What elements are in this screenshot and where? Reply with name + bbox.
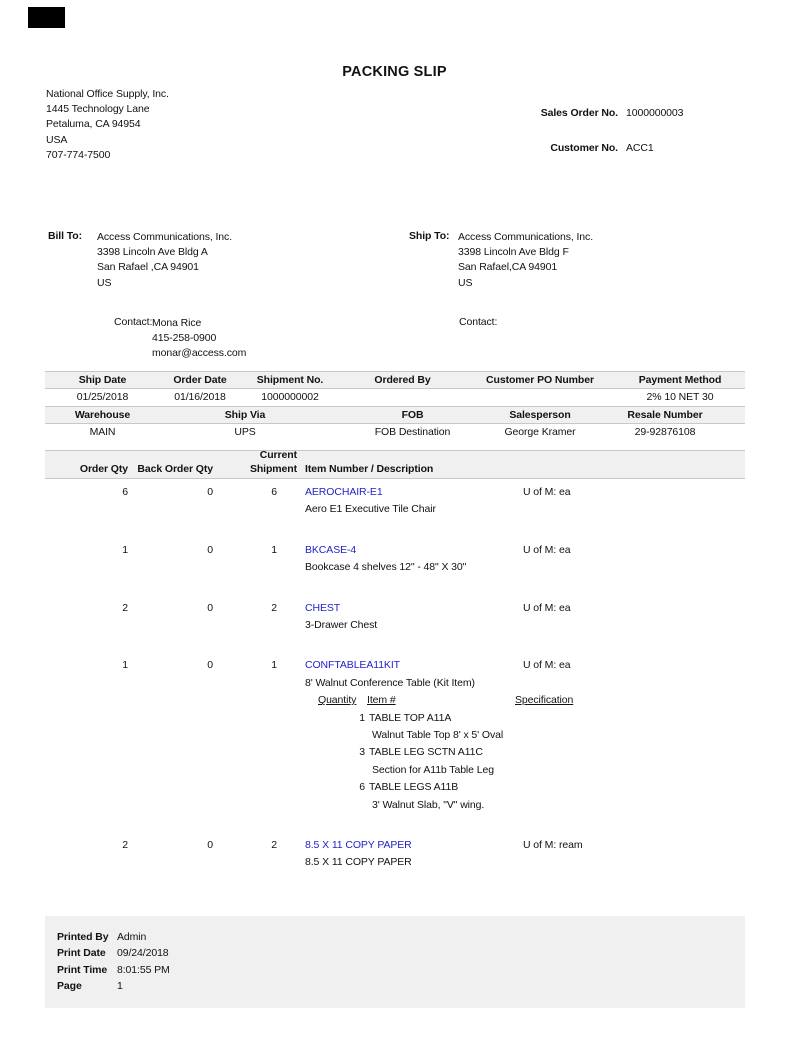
page-number-label: Page — [57, 979, 82, 992]
item-row — [45, 478, 745, 519]
ship-to-line: San Rafael,CA 94901 — [458, 261, 558, 274]
header-item-number-description: Item Number / Description — [305, 462, 434, 475]
page-title: PACKING SLIP — [342, 64, 447, 80]
value-ship-date: 01/25/2018 — [76, 391, 129, 403]
value-order-date: 01/16/2018 — [174, 391, 226, 403]
header-back-order-qty: Back Order Qty — [137, 462, 213, 475]
kit-component-row — [297, 710, 745, 727]
current-shipment: 1 — [271, 659, 277, 672]
bill-to-label: Bill To: — [48, 230, 82, 242]
ship-contact-label: Contact: — [459, 316, 498, 328]
order-qty: 2 — [122, 601, 128, 614]
header-current-shipment — [213, 449, 297, 476]
uom-label: U of M: ea — [523, 601, 571, 614]
contact-phone: 415-258-0900 — [152, 332, 217, 345]
kit-item-header: Item # — [367, 694, 396, 707]
bill-to-address — [97, 230, 232, 291]
item-number-link[interactable]: CONFTABLEA11KIT — [305, 659, 400, 672]
header-current: Current — [259, 449, 297, 461]
current-shipment: 2 — [271, 601, 277, 614]
logistics-info-table — [45, 406, 745, 441]
kit-component-row — [297, 779, 745, 796]
bill-to-line: San Rafael ,CA 94901 — [97, 261, 199, 274]
value-payment-method: 2% 10 NET 30 — [646, 391, 714, 403]
kit-component-name: TABLE LEGS A11B — [369, 781, 459, 794]
contact-email: monar@access.com — [152, 347, 247, 360]
item-description: Aero E1 Executive Tile Chair — [305, 503, 436, 516]
uom-label: U of M: ream — [523, 839, 583, 852]
company-name: National Office Supply, Inc. — [46, 88, 169, 100]
print-date-value: 09/24/2018 — [117, 947, 169, 960]
sales-order-row — [430, 107, 683, 119]
uom-label: U of M: ea — [523, 659, 571, 672]
item-row — [45, 831, 745, 872]
kit-component-qty: 3 — [359, 746, 365, 759]
header-payment-method: Payment Method — [638, 374, 722, 386]
kit-spec-header: Specification — [515, 694, 574, 707]
printed-by-value: Admin — [117, 931, 147, 943]
kit-component-desc: Walnut Table Top 8' x 5' Oval — [372, 729, 504, 742]
company-country: USA — [46, 133, 68, 146]
value-ordered-by — [340, 389, 465, 406]
print-time-value: 8:01:55 PM — [117, 963, 170, 976]
header-shipment-no: Shipment No. — [256, 374, 324, 386]
kit-component-qty: 1 — [359, 711, 365, 724]
back-order-qty: 0 — [207, 486, 213, 498]
kit-component-qty: 6 — [359, 781, 365, 794]
kit-component-name: TABLE TOP A11A — [369, 711, 452, 724]
bill-to-line: US — [97, 276, 112, 289]
print-date-row — [57, 945, 745, 961]
bill-contact-block — [152, 316, 246, 362]
header-salesperson: Salesperson — [509, 409, 571, 421]
header-fob: FOB — [401, 409, 424, 421]
header-shipment: Shipment — [249, 462, 297, 475]
item-number-link[interactable]: 8.5 X 11 COPY PAPER — [305, 839, 412, 852]
item-description: Bookcase 4 shelves 12" - 48" X 30" — [305, 561, 467, 574]
page-number-value: 1 — [117, 979, 123, 992]
logistics-value-row — [45, 424, 745, 441]
item-row — [45, 594, 745, 635]
uom-label: U of M: ea — [523, 543, 571, 556]
company-city: Petaluma, CA 94954 — [46, 118, 141, 131]
bill-to-line: Access Communications, Inc. — [97, 231, 233, 243]
bill-contact-label: Contact: — [114, 316, 153, 328]
value-customer-po — [465, 389, 615, 406]
header-warehouse: Warehouse — [74, 409, 131, 421]
ship-to-line: 3398 Lincoln Ave Bldg F — [458, 246, 569, 259]
kit-component-row — [297, 744, 745, 761]
ship-to-address — [458, 230, 593, 291]
value-resale-number: 29-92876108 — [634, 426, 696, 438]
printed-by-row — [57, 929, 745, 945]
order-qty: 2 — [122, 839, 128, 852]
item-description: 3-Drawer Chest — [305, 619, 378, 632]
items-list — [45, 478, 745, 889]
header-resale-number: Resale Number — [627, 409, 703, 421]
kit-components-header — [297, 692, 745, 709]
header-order-date: Order Date — [173, 374, 227, 386]
shipment-info-header-row — [45, 371, 745, 389]
current-shipment: 1 — [271, 543, 277, 556]
kit-component-name: TABLE LEG SCTN A11C — [369, 746, 483, 759]
ship-to-label: Ship To: — [409, 230, 450, 242]
print-info-footer — [45, 916, 745, 1008]
item-number-link[interactable]: CHEST — [305, 601, 341, 614]
back-order-qty: 0 — [207, 601, 213, 614]
current-shipment: 2 — [271, 839, 277, 852]
shipment-info-value-row — [45, 389, 745, 406]
order-qty: 6 — [122, 486, 128, 498]
item-number-link[interactable]: AEROCHAIR-E1 — [305, 486, 383, 498]
kit-components-block — [297, 692, 745, 814]
customer-number-row — [430, 142, 654, 154]
logistics-header-row — [45, 406, 745, 424]
kit-quantity-header: Quantity — [318, 694, 357, 707]
value-salesperson: George Kramer — [504, 426, 576, 438]
ship-to-line: US — [458, 276, 473, 289]
back-order-qty: 0 — [207, 839, 213, 852]
header-order-qty: Order Qty — [79, 462, 128, 475]
item-row — [45, 536, 745, 577]
item-description: 8.5 X 11 COPY PAPER — [305, 856, 412, 869]
print-time-label: Print Time — [57, 963, 108, 976]
company-phone: 707-774-7500 — [46, 148, 111, 161]
sales-order-label: Sales Order No. — [540, 107, 618, 119]
order-qty: 1 — [122, 543, 128, 556]
company-street: 1445 Technology Lane — [46, 103, 150, 116]
header-ship-date: Ship Date — [78, 374, 127, 386]
printed-by-label: Printed By — [57, 931, 109, 943]
customer-number-label: Customer No. — [550, 142, 618, 154]
back-order-qty: 0 — [207, 659, 213, 672]
company-address-block — [46, 87, 169, 163]
item-row-kit — [45, 651, 745, 814]
kit-component-desc: Section for A11b Table Leg — [372, 763, 494, 776]
ship-to-line: Access Communications, Inc. — [458, 231, 594, 243]
items-table-header — [45, 450, 745, 479]
contact-name: Mona Rice — [152, 317, 202, 329]
value-ship-via: UPS — [234, 426, 256, 438]
back-order-qty: 0 — [207, 543, 213, 556]
sales-order-number: 1000000003 — [626, 107, 684, 119]
uom-label: U of M: ea — [523, 486, 571, 498]
header-customer-po: Customer PO Number — [486, 374, 594, 386]
value-warehouse: MAIN — [89, 426, 116, 438]
page-number-row — [57, 978, 745, 994]
customer-number: ACC1 — [626, 142, 654, 154]
item-description: 8' Walnut Conference Table (Kit Item) — [305, 676, 475, 689]
scan-artifact — [28, 7, 65, 28]
current-shipment: 6 — [271, 486, 277, 498]
bill-to-line: 3398 Lincoln Ave Bldg A — [97, 246, 208, 259]
shipment-info-table — [45, 371, 745, 406]
header-ship-via: Ship Via — [224, 409, 266, 421]
item-number-link[interactable]: BKCASE-4 — [305, 543, 357, 556]
print-time-row — [57, 962, 745, 978]
order-qty: 1 — [122, 659, 128, 672]
value-fob: FOB Destination — [374, 426, 451, 438]
value-shipment-no: 1000000002 — [261, 391, 319, 403]
header-ordered-by: Ordered By — [374, 374, 431, 386]
kit-component-desc: 3' Walnut Slab, "V" wing. — [372, 798, 485, 811]
print-date-label: Print Date — [57, 947, 106, 960]
